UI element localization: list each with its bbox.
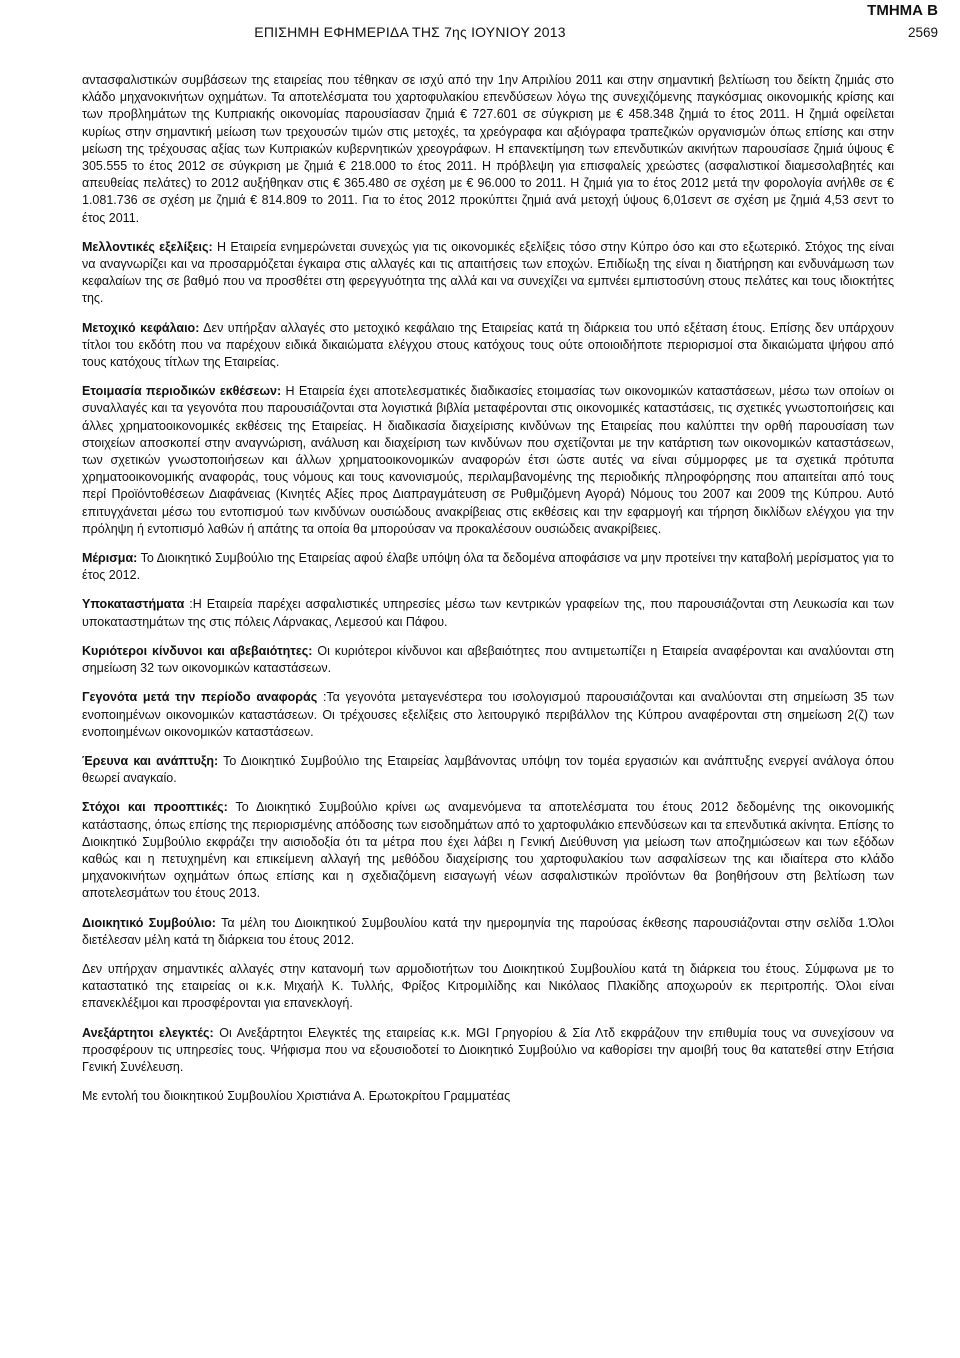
gazette-title: ΕΠΙΣΗΜΗ ΕΦΗΜΕΡΙΔΑ ΤΗΣ 7ης ΙΟΥΝΙΟΥ 2013 [254, 24, 566, 40]
paragraph-text: :Τα γεγονότα μεταγενέστερα του ισολογισμού παρουσιάζονται και αναλύονται στη σημείωση 35 των ενοποιημένων οικονομικών καταστάσεων. Οι τρέχουσες εξελίξεις στο λειτουργικό περιβάλλον της Κύπρου αναφέρονται στη σημείωση 2(ζ) των ενοποιημένων οικονομικών καταστάσεων. [82, 690, 894, 739]
paragraph-heading: Διοικητικό Συμβούλιο: [82, 915, 216, 930]
paragraph-text: Δεν υπήρξαν αλλαγές στο μετοχικό κεφάλαιο της Εταιρείας κατά τη διάρκεια του υπό εξέταση έτους. Επίσης δεν υπάρχουν τίτλοι του εκδότη που να παρέχουν ειδικά δικαιώματα ελέγχου στους κατόχους τους ούτε οποιοιδήποτε περιορισμοί στα δικαιώματα ψήφου από τους κατόχους τίτλων της Εταιρείας. [82, 320, 894, 370]
paragraph-board-changes [82, 961, 894, 1013]
paragraph-results [82, 72, 894, 227]
paragraph-heading: Ετοιμασία περιοδικών εκθέσεων: [82, 384, 282, 399]
paragraph-future-developments [82, 239, 894, 308]
paragraph-text: Οι Ανεξάρτητοι Ελεγκτές της εταιρείας κ.κ. MGI Γρηγορίου & Σία Λτδ εκφράζουν την επιθυμία τους να συνεχίσουν να προσφέρουν τις υπηρεσίες τους. Ψήφισμα που να εξουσιοδοτεί το Διοικητικό Συμβούλιο να καθορίσει την αμοιβή τους θα κατατεθεί στην Ετήσια Γενική Συνέλευση. [82, 1025, 894, 1074]
paragraph-text: αντασφαλιστικών συμβάσεων της εταιρείας που τέθηκαν σε ισχύ από την 1ην Απριλίου 2011 και στην σημαντική βελτίωση του δείκτη ζημιάς στο κλάδο μηχανοκινήτων οχημάτων. Τα αποτελέσματα του χαρτοφυλακίου επενδύσεων λόγω της συνεχιζόμενης παγκόσμιας οικονομικής κρίσης και των προβλημάτων της Κυπριακής οικονομίας παρουσίασαν ζημιά € 727.601 σε σύγκριση με € 458.348 ζημιά το έτος 2011. Η ζημιά οφείλεται κυρίως στην σημαντική μείωση των τρεχουσών τιμών στις μετοχές, τα χρεόγραφα και αξιόγραφα τραπεζικών οργανισμών όπως επίσης και στην μείωση της τρέχουσας αξίας των Κυπριακών κυβερνητικών χρεογράφων. Η επανεκτίμηση των επενδυτικών ακινήτων παρουσίασε ζημιά ύψους € 305.555 το έτος 2012 σε σύγκριση με ζημιά € 218.000 το έτος 2011. Η πρόβλεψη για επισφαλείς χρεώστες (ασφαλιστικοί διαμεσολαβητές και απευθείας πελάτες) το 2012 αυξήθηκαν στις € 365.480 σε σχέση με € 96.000 το 2011. Η ζημιά για το έτος 2012 μετά την φορολογία ανήλθε σε € 1.081.736 σε σχέση με ζημιά € 814.809 το 2011. Για το έτος 2012 προκύπτει ζημιά ανά μετοχή ύψους 6,01σεντ σε σχέση με ζημιά 4,53 σεντ το έτος 2011. [82, 73, 894, 225]
paragraph-heading: Μέρισμα: [82, 551, 138, 566]
document-body [82, 72, 894, 1107]
paragraph-branches [82, 596, 894, 630]
page-number: 2569 [907, 25, 938, 40]
paragraph-dividend [82, 550, 894, 584]
paragraph-text: Το Διοικητικό Συμβούλιο κρίνει ως αναμενόμενα τα αποτελέσματα του έτους 2012 δεδομένης της οικονομικής κατάστασης, όπως επίσης της περιορισμένης απόδοσης των εισοδημάτων από το χαρτοφυλάκιο επενδύσεων και τα επενδυτικά ακίνητα. Επίσης το Διοικητικό Συμβούλιο εκφράζει την αισιοδοξία ότι τα μέτρα που έχει λάβει η Γενική Διεύθυνση για μείωση των αποζημιώσεων και των εξόδων καθώς και η πετυχημένη και επικείμενη αλλαγή της μεθόδου διαχείρισης του χαρτοφυλακίου των ασφαλίσεων της και ιδιαίτερα στο κλάδο μηχανοκινήτων οχημάτων όπως επίσης και η σχεδιαζόμενη εισαγωγή νέων ασφαλιστικών προϊόντων θα βοηθήσουν στη βελτίωση των αποτελεσμάτων του έτους 2013. [82, 800, 895, 901]
paragraph-text: Το Διοικητικό Συμβούλιο της Εταιρείας λαμβάνοντας υπόψη τον τομέα εργασιών και ανάπτυξης ενεργεί ανάλογα όπου θεωρεί αναγκαίο. [82, 753, 894, 786]
paragraph-text: Η Εταιρεία έχει αποτελεσματικές διαδικασίες ετοιμασίας των οικονομικών καταστάσεων, μέσω των οποίων οι συναλλαγές και τα γεγονότα που παρουσιάζονται στα λογιστικά βιβλία μεταφέρονται στις οικονομικές καταστάσεις, τις σχετικές γνωστοποιήσεις και άλλες χρηματοοικονομικές εκθέσεις της Εταιρείας. Η διαδικασία διαχείρισης κινδύνων της Εταιρείας που καλύπτει την ορθή παρουσίαση των στοιχείων αποσκοπεί στην αναγνώριση, ανάλυση και διαχείριση των κινδύνων που σχετίζονται με την κατάρτιση των οικονομικών καταστάσεων, των σχετικών γνωστοποιήσεων και άλλων χρηματοοικονομικών αναφορών έτσι ώστε αυτές να είναι σύμμορφες με τα σχετικά πρότυπα χρηματοοικονομικής αναφοράς, τους νόμους και τους κανονισμούς, περιλαμβανομένης της περιοδικής πληροφόρησης που απαιτείται από τους περί Προϊόντοθέσεων Διαφάνειας (Κινητές Αξίες προς Διαπραγμάτευση σε Ρυθμιζόμενη Αγορά) Νόμους του 2007 και 2009 της Κύπρου. Αυτό επιτυγχάνεται μέσω του εντοπισμού των κινδύνων ουσιώδους ανακρίβειας στις εκθέσεις και την εφαρμογή και τήρηση δικλίδων ελέγχου για την πρόληψη ή εντοπισμό λαθών ή απάτης τα οποία θα μπορούσαν να προκαλέσουν ουσιώδεις ανακρίβειες. [82, 384, 894, 536]
paragraph-subsequent-events [82, 689, 894, 741]
paragraph-share-capital [82, 320, 894, 372]
paragraph-text: Οι κυριότεροι κίνδυνοι και αβεβαιότητες που αντιμετωπίζει η Εταιρεία αναφέρονται και αναλύονται στη σημείωση 32 των οικονομικών καταστάσεων. [82, 643, 894, 676]
paragraph-heading: Γεγονότα μετά την περίοδο αναφοράς [82, 690, 318, 705]
paragraph-text: :Η Εταιρεία παρέχει ασφαλιστικές υπηρεσίες μέσω των κεντρικών γραφείων της, που παρουσιάζονται στη Λευκωσία και των υποκαταστημάτων της στις πόλεις Λάρνακας, Λεμεσού και Πάφου. [82, 597, 894, 629]
paragraph-board [82, 915, 894, 949]
paragraph-auditors [82, 1025, 894, 1077]
paragraph-text: Το Διοικητικό Συμβούλιο της Εταιρείας αφού έλαβε υπόψη όλα τα δεδομένα αποφάσισε να μην προτείνει την καταβολή μερίσματος για το έτος 2012. [82, 551, 894, 583]
paragraph-periodic-reports [82, 383, 894, 538]
paragraph-heading: Έρευνα και ανάπτυξη: [82, 753, 219, 768]
paragraph-text: Η Εταιρεία ενημερώνεται συνεχώς για τις οικονομικές εξελίξεις τόσο στην Κύπρο όσο και στο εξωτερικό. Στόχος της είναι να αναγνωρίζει και να προσαρμόζεται έγκαιρα στις αλλαγές και τις απαιτήσεις των εποχών. Επιδίωξη της είναι η διατήρηση και ενδυνάμωση των κεφαλαίων της σε βαθμό που να προσθέτει στη φερεγγυότητα της αλλά και να συνεχίζει να εμπνέει εμπιστοσύνη στους πελάτες και τους ιδιοκτήτες της. [82, 239, 895, 306]
paragraph-text: Τα μέλη του Διοικητικού Συμβουλίου κατά την ημερομηνία της παρούσας έκθεσης παρουσιάζονται στην σελίδα 1.Όλοι διετέλεσαν μέλη κατά τη διάρκεια του έτους 2012. [82, 915, 895, 947]
paragraph-heading: Ανεξάρτητοι ελεγκτές: [82, 1025, 214, 1040]
paragraph-risks [82, 643, 894, 677]
paragraph-heading: Υποκαταστήματα [82, 597, 185, 612]
paragraph-targets [82, 799, 894, 902]
paragraph-text: Με εντολή του διοικητικού Συμβουλίου Χριστιάνα Α. Ερωτοκρίτου Γραμματέας [82, 1089, 511, 1104]
paragraph-heading: Μετοχικό κεφάλαιο: [82, 320, 200, 335]
paragraph-heading: Κυριότεροι κίνδυνοι και αβεβαιότητες: [82, 643, 313, 658]
section-label: ΤΜΗΜΑ Β [867, 2, 938, 19]
paragraph-research [82, 753, 894, 787]
paragraph-text: Δεν υπήρχαν σημαντικές αλλαγές στην κατανομή των αρμοδιοτήτων του Διοικητικού Συμβουλίου κατά τη διάρκεια του έτους. Σύμφωνα με το καταστατικό της εταιρείας οι κ.κ. Μιχαήλ Κ. Τυλλής, Φρίξος Κιτρομιλίδης και Νικόλαος Πλακίδης αποχωρούν εκ περιτροπής. Όλοι είναι επανεκλέξιμοι και προσφέρονται για επανεκλογή. [82, 961, 894, 1011]
paragraph-heading: Μελλοντικές εξελίξεις: [82, 239, 213, 254]
paragraph-signature [82, 1088, 894, 1105]
paragraph-heading: Στόχοι και προοπτικές: [82, 800, 228, 815]
